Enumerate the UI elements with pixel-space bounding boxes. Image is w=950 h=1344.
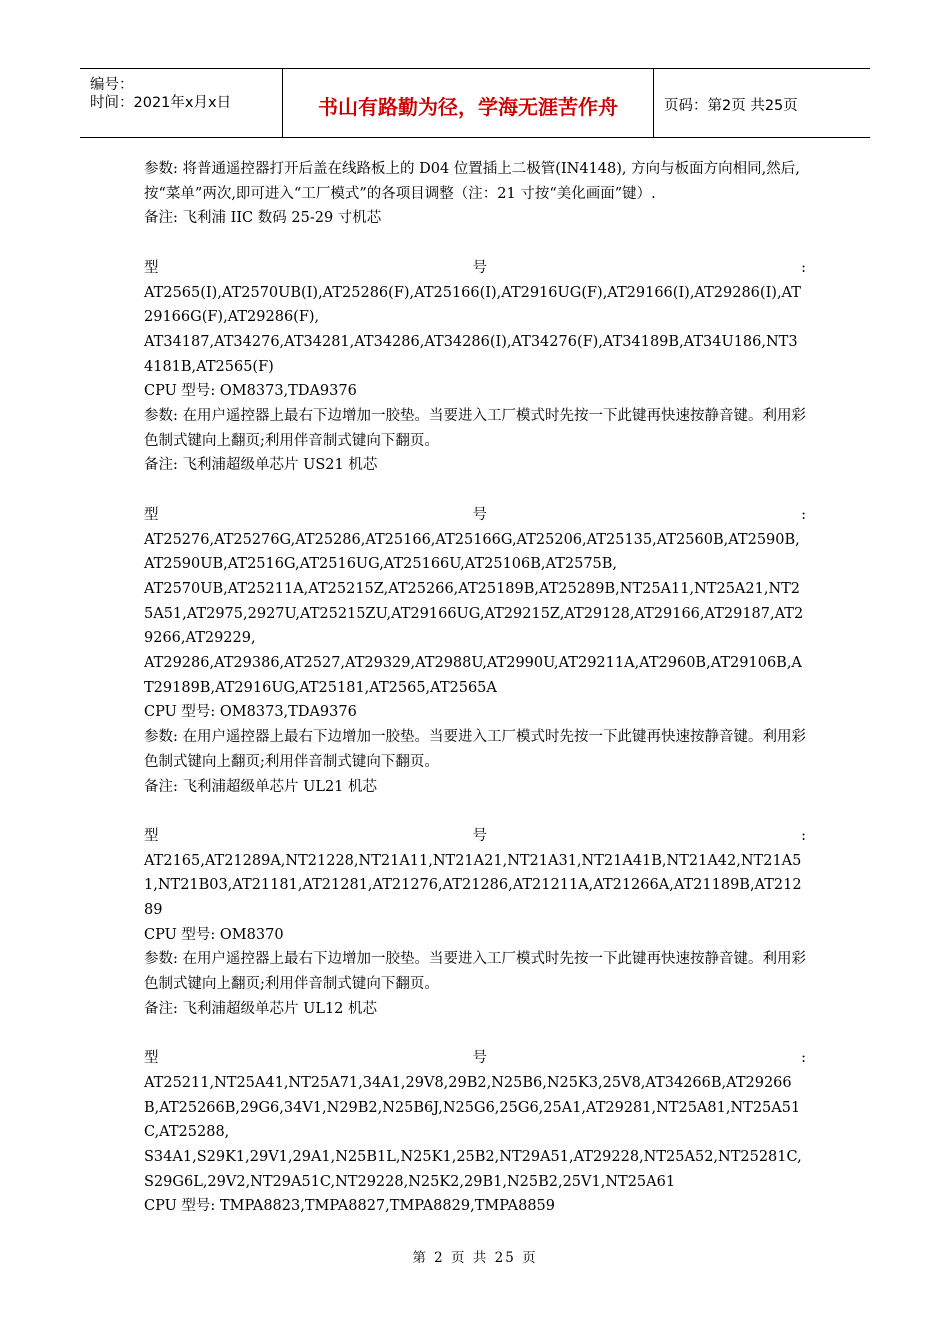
model-heading-char: 型 (144, 259, 159, 276)
model-heading-char: 型 (144, 1050, 159, 1067)
model-list: AT2165,AT21289A,NT21228,NT21A11,NT21A21,NT21A31,NT21A41B,NT21A42,NT21A51,NT21B03,AT21181,AT21281,AT21276,AT21286,AT21211A,AT21266A,AT21189B,AT21289 (144, 852, 802, 919)
paragraph: 参数: 在用户遥控器上最右下边增加一胶垫。当要进入工厂模式时先按一下此键再快速按静音键。利用彩色制式键向上翻页;利用伴音制式键向下翻页。 (144, 951, 806, 993)
remark-line: 备注: 飞利浦超级单芯片 UL21 机芯 (144, 778, 378, 795)
model-heading-colon: : (801, 506, 806, 523)
header-page-cell (654, 69, 870, 137)
model-heading-char: 号 (472, 259, 488, 276)
paragraph: 参数: 在用户遥控器上最右下边增加一胶垫。当要进入工厂模式时先按一下此键再快速按静音键。利用彩色制式键向上翻页;利用伴音制式键向下翻页。 (144, 729, 806, 770)
blank-line (144, 231, 806, 256)
model-heading-char: 号 (472, 1050, 488, 1067)
header-motto-cell (283, 69, 654, 137)
blank-line (144, 799, 806, 824)
cpu-line: CPU 型号: OM8370 (144, 926, 284, 943)
model-list: AT29286,AT29386,AT2527,AT29329,AT2988U,AT2990U,AT29211A,AT2960B,AT29106B,AT29189B,AT2916UG,AT25181,AT2565,AT2565A (144, 655, 802, 696)
model-heading-colon: : (801, 1050, 806, 1067)
paragraph: 参数: 将普通遥控器打开后盖在线路板上的 D04 位置插上二极管(IN4148), 方向与板面方向相同,然后,按“菜单”两次,即可进入“工厂模式”的各项目调整（注：21 寸按“美化画面”键）. (144, 161, 800, 202)
document-body (144, 157, 806, 1219)
header-table (80, 68, 870, 138)
remark-line: 备注: 飞利浦超级单芯片 UL12 机芯 (144, 1000, 378, 1017)
paragraph: 参数: 在用户遥控器上最右下边增加一胶垫。当要进入工厂模式时先按一下此键再快速按静音键。利用彩色制式键向上翻页;利用伴音制式键向下翻页。 (144, 408, 806, 449)
document-number: 编号： (90, 77, 134, 93)
model-heading (144, 1046, 806, 1071)
remark-line: 备注: 飞利浦 IIC 数码 25-29 寸机芯 (144, 210, 382, 227)
model-heading-char: 号 (472, 827, 488, 844)
model-list: AT34187,AT34276,AT34281,AT34286,AT34286(I),AT34276(F),AT34189B,AT34U186,NT34181B,AT2565(F) (144, 333, 798, 375)
model-heading (144, 256, 806, 281)
model-heading-colon: : (801, 827, 806, 844)
motto: 书山有路勤为径，学海无涯苦作舟 (318, 95, 618, 119)
cpu-line: CPU 型号: TMPA8823,TMPA8827,TMPA8829,TMPA8859 (144, 1198, 556, 1215)
cpu-line: CPU 型号: OM8373,TDA9376 (144, 704, 357, 721)
model-list: AT25276,AT25276G,AT25286,AT25166,AT25166G,AT25206,AT25135,AT2560B,AT2590B,AT2590UB,AT2516G,AT2516UG,AT25166U,AT25106B,AT2575B, (144, 531, 800, 573)
cpu-line: CPU 型号: OM8373,TDA9376 (144, 383, 357, 400)
remark-line: 备注: 飞利浦超级单芯片 US21 机芯 (144, 457, 378, 474)
model-list: AT2570UB,AT25211A,AT25215Z,AT25266,AT25189B,AT25289B,NT25A11,NT25A21,NT25A51,AT2975,2927U,AT25215ZU,AT29166UG,AT29215Z,AT29128,AT29166,AT29187,AT29266,AT29229, (144, 580, 804, 647)
blank-line (144, 1022, 806, 1047)
model-heading (144, 824, 806, 849)
page-footer: 第 2 页 共 25 页 (412, 1250, 538, 1266)
model-list: AT2565(I),AT2570UB(I),AT25286(F),AT25166(I),AT2916UG(F),AT29166(I),AT29286(I),AT29166G(F),AT29286(F), (144, 284, 801, 326)
model-heading-char: 型 (144, 506, 159, 523)
header-info-cell (80, 69, 283, 137)
model-list: AT25211,NT25A41,NT25A71,34A1,29V8,29B2,N25B6,N25K3,25V8,AT34266B,AT29266B,AT25266B,29G6,34V1,N29B2,N25B6J,N25G6,25G6,25A1,AT29281,NT25A81,NT25A51C,AT25288, (144, 1074, 801, 1141)
model-heading (144, 503, 806, 528)
page-info: 页码：第2页 共25页 (664, 98, 798, 114)
document-date: 时间：2021年x月x日 (90, 95, 232, 111)
blank-line (144, 478, 806, 503)
model-heading-char: 型 (144, 827, 159, 844)
model-list: S34A1,S29K1,29V1,29A1,N25B1L,N25K1,25B2,NT29A51,AT29228,NT25A52,NT25281C,S29G6L,29V2,NT29A51C,NT29228,N25K2,29B1,N25B2,25V1,NT25A61 (144, 1149, 802, 1190)
model-heading-colon: : (801, 259, 806, 276)
model-heading-char: 号 (472, 506, 488, 523)
